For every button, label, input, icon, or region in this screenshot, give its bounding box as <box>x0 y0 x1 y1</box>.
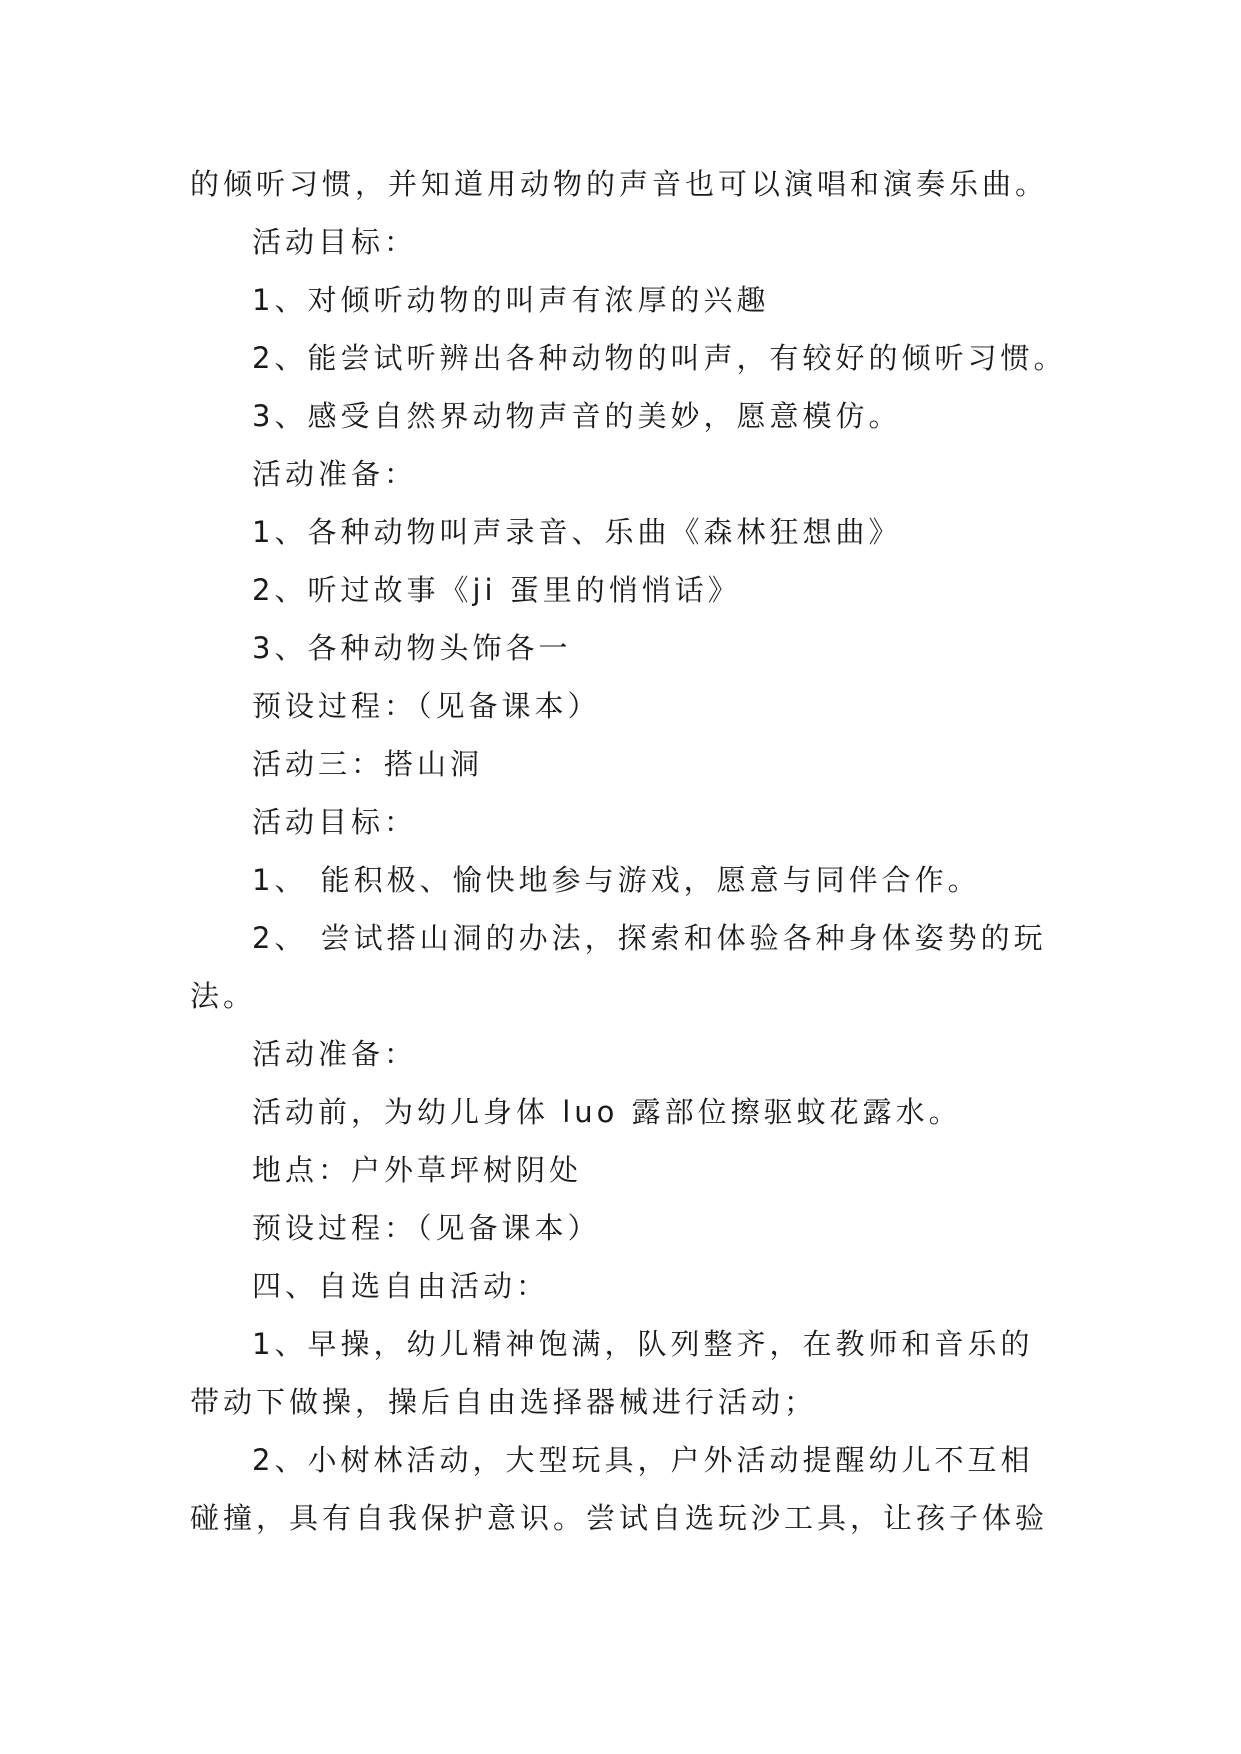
section-heading: 活动三：搭山洞 <box>252 747 484 781</box>
list-item: 1、早操，幼儿精神饱满，队列整齐，在教师和音乐的 <box>252 1327 1034 1361</box>
list-item: 1、 能积极、愉快地参与游戏，愿意与同伴合作。 <box>252 863 981 897</box>
paragraph-line: 预设过程：（见备课本） <box>252 1211 601 1245</box>
list-item: 2、 尝试搭山洞的办法，探索和体验各种身体姿势的玩 <box>252 921 1047 955</box>
paragraph-line: 碰撞，具有自我保护意识。尝试自选玩沙工具，让孩子体验 <box>190 1501 1049 1535</box>
paragraph-line: 法。 <box>190 979 257 1013</box>
list-item: 1、对倾听动物的叫声有浓厚的兴趣 <box>252 283 770 317</box>
section-heading: 活动准备： <box>252 457 418 491</box>
section-heading: 活动目标： <box>252 805 418 839</box>
paragraph-line: 活动前，为幼儿身体 luo 露部位擦驱蚊花露水。 <box>252 1095 962 1129</box>
section-heading: 活动准备： <box>252 1037 418 1071</box>
list-item: 3、各种动物头饰各一 <box>252 631 572 665</box>
section-heading: 活动目标： <box>252 225 418 259</box>
paragraph-line: 预设过程：（见备课本） <box>252 689 601 723</box>
list-item: 2、小树林活动，大型玩具，户外活动提醒幼儿不互相 <box>252 1443 1034 1477</box>
list-item: 1、各种动物叫声录音、乐曲《森林狂想曲》 <box>252 515 902 549</box>
paragraph-line: 的倾听习惯，并知道用动物的声音也可以演唱和演奏乐曲。 <box>190 167 1049 201</box>
list-item: 2、能尝试听辨出各种动物的叫声，有较好的倾听习惯。 <box>252 341 1067 375</box>
paragraph-line: 地点：户外草坪树阴处 <box>252 1153 583 1187</box>
paragraph-line: 带动下做操，操后自由选择器械进行活动； <box>190 1385 818 1419</box>
list-item: 2、听过故事《ji 蛋里的悄悄话》 <box>252 573 741 607</box>
list-item: 3、感受自然界动物声音的美妙，愿意模仿。 <box>252 399 902 433</box>
section-heading: 四、自选自由活动： <box>252 1269 550 1303</box>
